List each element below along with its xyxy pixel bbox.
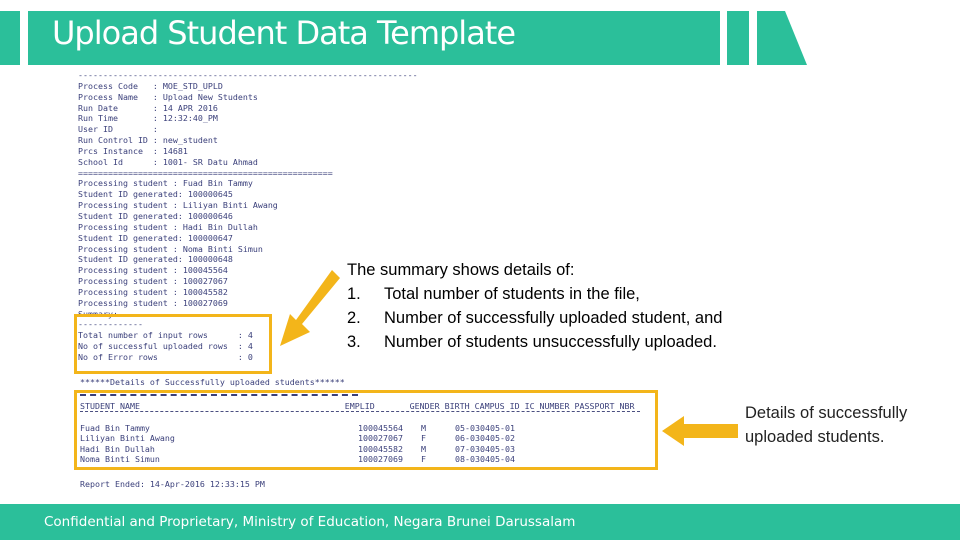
- list-item: [347, 282, 722, 306]
- banner-accent-left: [0, 11, 20, 65]
- report-line: Processing student : 100027067: [78, 276, 228, 287]
- report-line: Student ID generated: 100000648: [78, 254, 233, 265]
- summary-error-rows: No of Error rows : 0: [78, 351, 253, 362]
- report-line: School Id : 1001- SR Datu Ahmad: [78, 156, 258, 167]
- details-title: ******Details of Successfully uploaded students******: [80, 377, 345, 387]
- table-row-ic: 05-030405-01: [455, 423, 515, 433]
- summary-highlight-box: [74, 314, 272, 374]
- report-line: Processing student : Fuad Bin Tammy: [78, 178, 253, 189]
- table-row-name: Noma Binti Simun: [80, 454, 160, 464]
- report-line: Run Date : 14 APR 2016: [78, 102, 218, 113]
- report-line: Prcs Instance : 14681: [78, 145, 188, 156]
- report-line: -------------: [78, 319, 143, 330]
- report-line: --------------------------------------------------------------------: [78, 70, 418, 80]
- banner-accent-square: [727, 11, 749, 65]
- details-arrow-icon: [662, 416, 740, 446]
- summary-total-rows: Total number of input rows : 4: [78, 330, 253, 341]
- table-row-ic: 07-030405-03: [455, 444, 515, 454]
- table-row-emplid: 100027069: [358, 454, 403, 464]
- report-line: Processing student : 100027069: [78, 297, 228, 308]
- summary-callout-list: [347, 282, 722, 354]
- report-line: Processing student : Noma Binti Simun: [78, 243, 263, 254]
- report-line: Process Code : MOE_STD_UPLD: [78, 80, 223, 91]
- table-row-ic: 08-030405-04: [455, 454, 515, 464]
- table-row-gender: M: [421, 444, 426, 454]
- report-line: Student ID generated: 100000645: [78, 189, 233, 200]
- details-table-header: STUDENT NAME EMPLID GENDER BIRTH CAMPUS ID IC NUMBER PASSPORT NBR: [80, 401, 635, 411]
- report-line: Student ID generated: 100000647: [78, 232, 233, 243]
- table-row-emplid: 100045582: [358, 444, 403, 454]
- report-line: User ID :: [78, 124, 158, 135]
- report-line: Student ID generated: 100000646: [78, 210, 233, 221]
- report-line: Run Time : 12:32:40_PM: [78, 113, 218, 124]
- list-item: [347, 330, 722, 354]
- summary-callout-intro: The summary shows details of:: [347, 261, 575, 279]
- banner-accent-shape: [757, 11, 809, 65]
- summary-arrow-icon: [276, 268, 342, 350]
- table-row-emplid: 100027067: [358, 433, 403, 443]
- report-line: Run Control ID : new_student: [78, 135, 218, 146]
- list-item-text: Number of successfully uploaded student, and: [384, 309, 723, 327]
- report-line: Processing student : 100045564: [78, 265, 228, 276]
- footer-text: Confidential and Proprietary, Ministry of Education, Negara Brunei Darussalam: [44, 514, 576, 530]
- table-row-gender: F: [421, 454, 426, 464]
- report-line: Processing student : Liliyan Binti Awang: [78, 200, 278, 211]
- list-item-number: 3.: [347, 333, 361, 351]
- list-item-text: Number of students unsuccessfully uploaded.: [384, 333, 717, 351]
- table-row-name: Fuad Bin Tammy: [80, 423, 150, 433]
- list-item-number: 1.: [347, 285, 361, 303]
- list-item-text: Total number of students in the file,: [384, 285, 640, 303]
- summary-callout: [347, 258, 722, 354]
- summary-heading: Summary:: [78, 308, 118, 319]
- table-row-ic: 06-030405-02: [455, 433, 515, 443]
- table-row-gender: F: [421, 433, 426, 443]
- summary-success-rows: No of successful uploaded rows : 4: [78, 341, 253, 352]
- table-row-emplid: 100045564: [358, 423, 403, 433]
- report-line: ===================================================: [78, 167, 333, 178]
- report-line: Processing student : Hadi Bin Dullah: [78, 221, 258, 232]
- list-item-number: 2.: [347, 309, 361, 327]
- page-title: Upload Student Data Template: [52, 14, 516, 52]
- details-table-divider: [80, 411, 640, 412]
- table-row-name: Hadi Bin Dullah: [80, 444, 155, 454]
- report-ended-line: Report Ended: 14-Apr-2016 12:33:15 PM: [80, 479, 265, 489]
- list-item: [347, 306, 722, 330]
- report-line: Processing student : 100045582: [78, 286, 228, 297]
- details-callout: Details of successfully uploaded students.: [745, 404, 908, 446]
- table-row-gender: M: [421, 423, 426, 433]
- report-line: Process Name : Upload New Students: [78, 91, 258, 102]
- table-row-name: Liliyan Binti Awang: [80, 433, 175, 443]
